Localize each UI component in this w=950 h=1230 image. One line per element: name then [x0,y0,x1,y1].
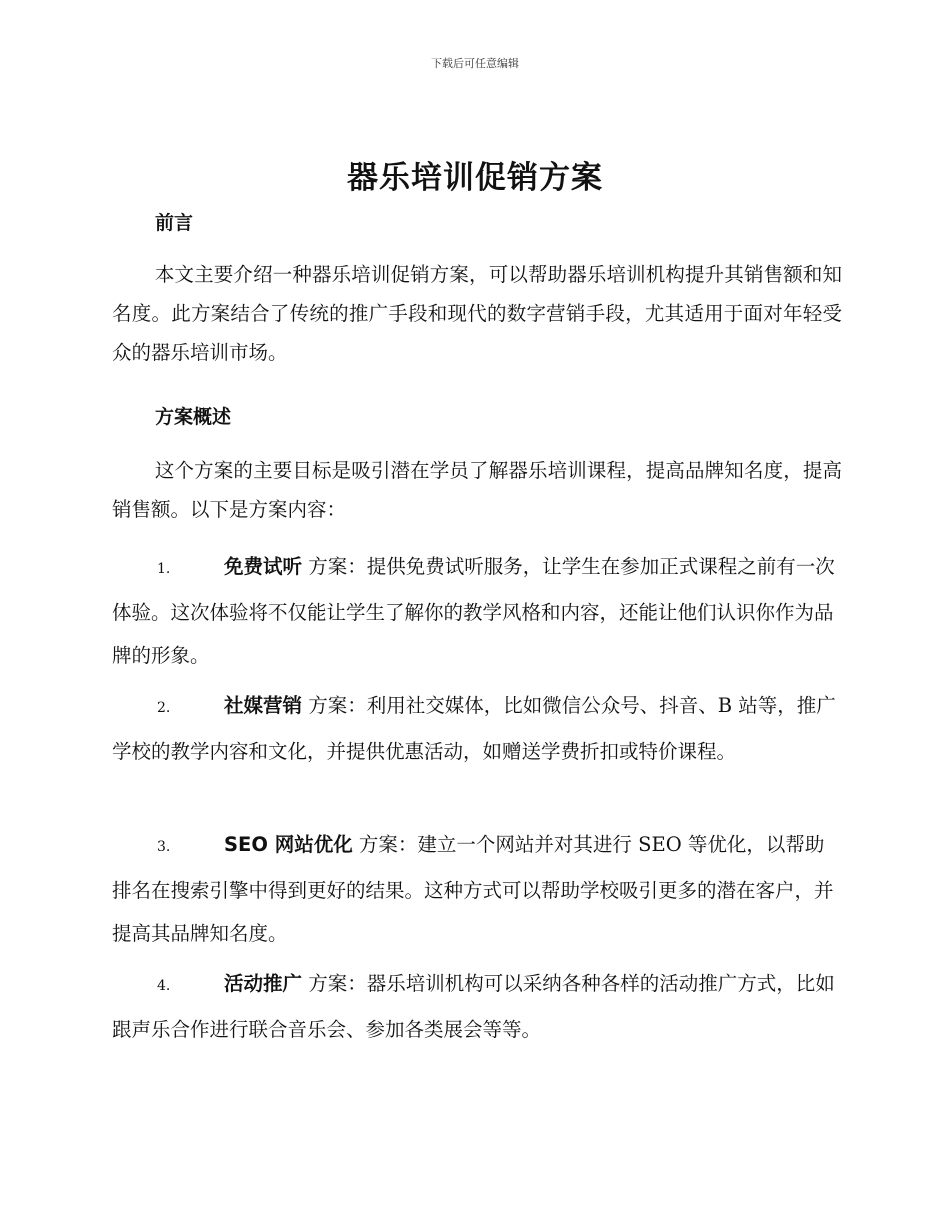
page-header-note: 下载后可任意编辑 [431,57,519,70]
list-item-keyword: 免费试听 [224,555,303,578]
overview-paragraph: 这个方案的主要目标是吸引潜在学员了解器乐培训课程，提高品牌知名度，提高销售额。以下是方案内容： [112,459,842,521]
list-item-body: 方案：建立一个网站并对其进行 SEO 等优化，以帮助排名在搜索引擎中得到更好的结果。这种方式可以帮助学校吸引更多的潜在客户，并提高其品牌知名度。 [112,833,834,945]
document-title: 器乐培训促销方案 [347,160,603,196]
list-item-number: 2. [157,700,171,716]
list-item-keyword: SEO 网站优化 [224,833,353,856]
list-item-number: 4. [157,978,171,994]
list-item-number: 3. [157,839,171,855]
list-item-number: 1. [157,561,171,577]
list-item-body: 方案：利用社交媒体，比如微信公众号、抖音、B 站等，推广学校的教学内容和文化，并提供优惠活动，如赠送学费折扣或特价课程。 [112,694,836,763]
list-item-body: 方案：提供免费试听服务，让学生在参加正式课程之前有一次体验。这次体验将不仅能让学生了解你的教学风格和内容，还能让他们认识你作为品牌的形象。 [112,555,835,667]
list-item-keyword: 社媒营销 [224,694,303,717]
preface-paragraph: 本文主要介绍一种器乐培训促销方案，可以帮助器乐培训机构提升其销售额和知名度。此方案结合了传统的推广手段和现代的数字营销手段，尤其适用于面对年轻受众的器乐培训市场。 [112,263,842,364]
list-item [112,823,842,955]
section-heading-overview: 方案概述 [155,406,232,428]
list-item [112,545,842,677]
list-item [112,962,842,1051]
list-item [112,684,842,773]
list-item-keyword: 活动推广 [224,972,303,995]
list-item-body: 方案：器乐培训机构可以采纳各种各样的活动推广方式，比如跟声乐合作进行联合音乐会、参加各类展会等等。 [112,972,835,1041]
section-heading-preface: 前言 [155,212,194,234]
